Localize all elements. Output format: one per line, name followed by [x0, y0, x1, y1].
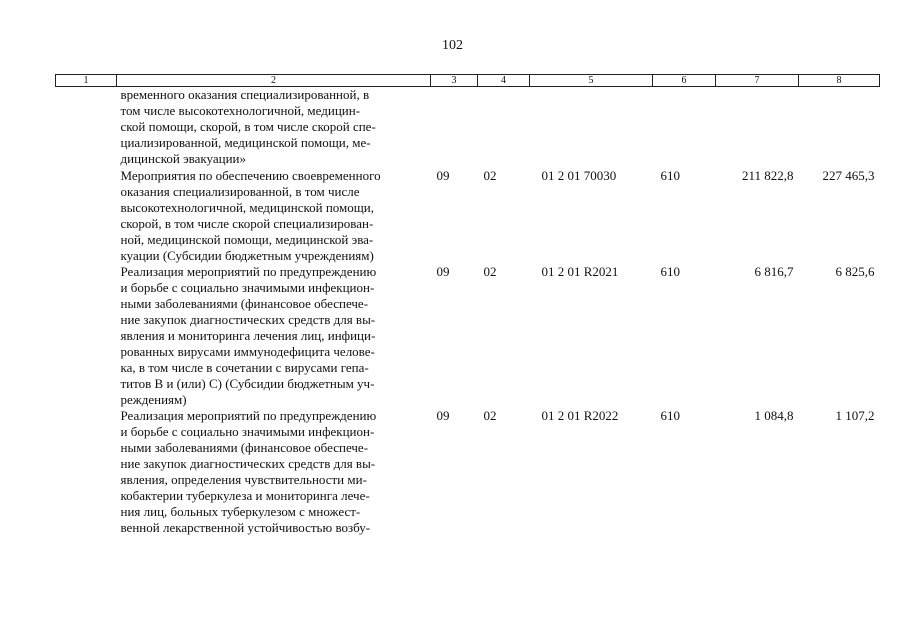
section-code	[431, 87, 478, 168]
column-header-6: 6	[653, 75, 716, 87]
item-name-line: ния лиц, больных туберкулезом с множест-	[120, 504, 361, 519]
item-name	[117, 264, 431, 408]
amount-year-2: 227 465,3	[822, 168, 875, 183]
item-name-line: реждениям)	[120, 392, 187, 407]
expense-type-code: 610	[660, 408, 680, 423]
amount-year-2: 1 107,2	[835, 408, 875, 423]
item-name-line: оказания специализированной, в том числе	[120, 184, 360, 199]
subsection-code: 02	[483, 168, 497, 183]
target-article-code: 01 2 01 R2022	[541, 408, 619, 423]
item-name-line: рованных вирусами иммунодефицита челове-	[120, 344, 375, 359]
table-row	[56, 408, 880, 536]
cell-col1	[56, 264, 117, 408]
item-name	[117, 408, 431, 536]
item-name-line: титов В и (или) С) (Субсидии бюджетным уч-	[120, 376, 375, 391]
section-code: 09	[436, 264, 450, 279]
item-name-line: высокотехнологичной, медицинской помощи,	[120, 200, 374, 215]
item-name-line: кобактерии туберкулеза и мониторинга лече-	[120, 488, 370, 503]
subsection-code	[478, 87, 530, 168]
expense-type-code: 610	[660, 264, 680, 279]
item-name-line: ными заболеваниями (финансовое обеспече-	[120, 296, 369, 311]
item-name-line: ка, в том числе в сочетании с вирусами гепа-	[120, 360, 369, 375]
table-row	[56, 167, 880, 264]
cell-col1	[56, 167, 117, 264]
item-name-line: венной лекарственной устойчивостью возбу-	[120, 520, 371, 535]
amount-year-2	[799, 87, 880, 168]
subsection-code: 02	[483, 264, 497, 279]
page-number: 102	[442, 38, 463, 53]
item-name-line: ными заболеваниями (финансовое обеспече-	[120, 440, 369, 455]
item-name-line: дицинской эвакуации»	[120, 151, 246, 166]
column-header-2: 2	[117, 75, 431, 87]
target-article-code: 01 2 01 70030	[541, 168, 617, 183]
item-name-line: и борьбе с социально значимыми инфекцион-	[120, 424, 375, 439]
column-header-4: 4	[478, 75, 530, 87]
budget-table	[55, 74, 880, 536]
amount-year-1: 211 822,8	[741, 168, 794, 183]
column-header-1: 1	[56, 75, 117, 87]
target-article-code	[530, 87, 653, 168]
table-row	[56, 87, 880, 168]
item-name-line: временного оказания специализированной, в	[120, 87, 370, 102]
item-name-line: куации (Субсидии бюджетным учреждениям)	[120, 248, 374, 263]
column-number-header-row	[56, 75, 880, 87]
amount-year-2: 6 825,6	[835, 264, 875, 279]
item-name-line: ние закупок диагностических средств для вы-	[120, 456, 376, 471]
column-header-5: 5	[530, 75, 653, 87]
column-header-8: 8	[799, 75, 880, 87]
item-name-line: ной, медицинской помощи, медицинской эва-	[120, 232, 374, 247]
target-article-code: 01 2 01 R2021	[541, 264, 619, 279]
column-header-3: 3	[431, 75, 478, 87]
section-code: 09	[436, 408, 450, 423]
item-name-line: скорой, в том числе скорой специализирован-	[120, 216, 374, 231]
amount-year-1: 6 816,7	[754, 264, 794, 279]
expense-type-code: 610	[660, 168, 680, 183]
amount-year-1: 1 084,8	[754, 408, 794, 423]
cell-col1	[56, 87, 117, 168]
item-name	[117, 167, 431, 264]
item-name-line: ской помощи, скорой, в том числе скорой спе-	[120, 119, 376, 134]
item-name-line: ние закупок диагностических средств для вы-	[120, 312, 376, 327]
item-name-line: явления и мониторинга лечения лиц, инфици-	[120, 328, 376, 343]
column-header-7: 7	[716, 75, 799, 87]
expense-type-code	[653, 87, 716, 168]
item-name-line: том числе высокотехнологичной, медицин-	[120, 103, 361, 118]
cell-col1	[56, 408, 117, 536]
item-name-line: циализированной, медицинской помощи, ме-	[120, 135, 371, 150]
item-name-line: Реализация мероприятий по предупреждению	[120, 264, 377, 279]
item-name-line: Реализация мероприятий по предупреждению	[120, 408, 377, 423]
amount-year-1	[716, 87, 799, 168]
item-name-line: и борьбе с социально значимыми инфекцион-	[120, 280, 375, 295]
item-name	[117, 87, 431, 168]
subsection-code: 02	[483, 408, 497, 423]
item-name-line: Мероприятия по обеспечению своевременного	[120, 168, 381, 183]
item-name-line: явления, определения чувствительности ми-	[120, 472, 367, 487]
section-code: 09	[436, 168, 450, 183]
table-row	[56, 264, 880, 408]
